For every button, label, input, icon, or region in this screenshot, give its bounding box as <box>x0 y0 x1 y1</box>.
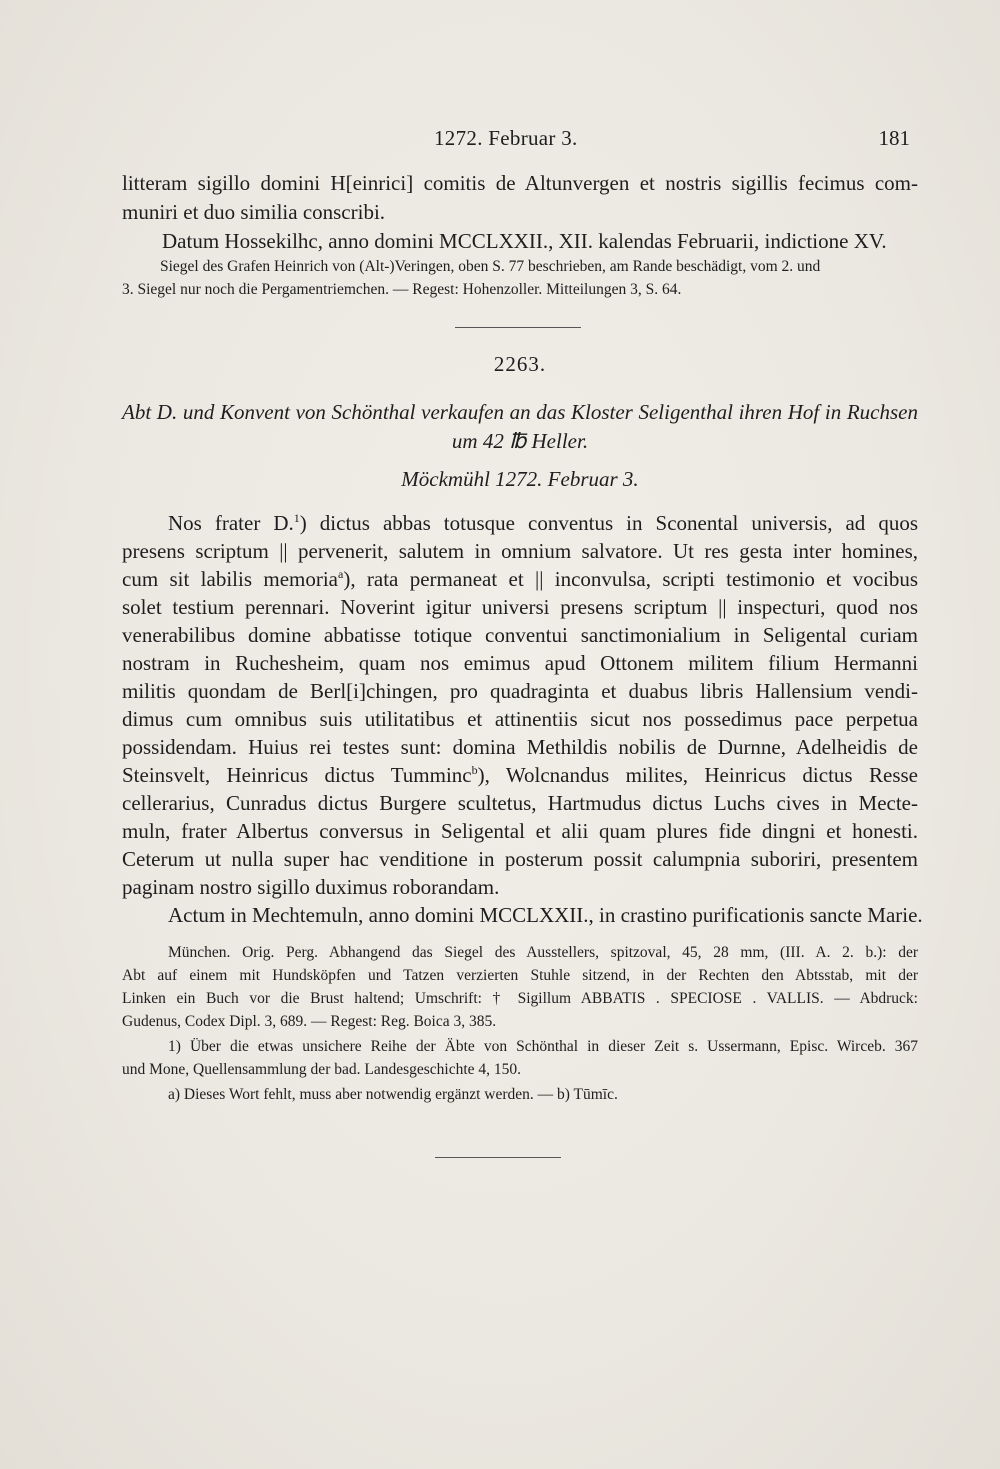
footnote-line: 1) Über die etwas unsichere Reihe der Äbte von Schönthal in dieser Zeit s. Ussermann, Episc. Wirceb. 367 <box>168 1038 918 1055</box>
charter-line: Steinsvelt, Heinricus dictus Tumminc$^b$), Wolcnandus milites, Heinricus dictus Resse <box>122 763 918 787</box>
archival-note-line: Abt auf einem mit Hundsköpfen und Tatzen verzierten Stuhle sitzend, in der Rechten den Abtsstab, mit der <box>122 967 918 984</box>
running-header <box>122 126 910 156</box>
archival-note-line: Gudenus, Codex Dipl. 3, 689. — Regest: Reg. Boica 3, 385. <box>122 1013 497 1030</box>
place-date: Möckmühl 1272. Februar 3. <box>401 467 639 491</box>
charter-line: muln, frater Albertus conversus in Seligental et alii quam plures fide dingni et honesti. <box>122 819 918 843</box>
text-line: muniri et duo similia conscribi. <box>122 200 386 224</box>
summary-line: Abt D. und Konvent von Schönthal verkaufen an das Kloster Seligenthal ihren Hof in Ruchsen <box>122 400 918 424</box>
archival-note-line: München. Orig. Perg. Abhangend das Siegel des Ausstellers, spitzoval, 45, 28 mm, (III. A. 2. b.): der <box>168 944 918 961</box>
charter-line: dimus cum omnibus suis utilitatibus et attinentiis sicut nos possedimus pace perpetua <box>122 707 918 731</box>
summary-line: um 42 ℔ Heller. <box>451 429 589 453</box>
end-divider <box>435 1157 561 1158</box>
textual-note: a) Dieses Wort fehlt, muss aber notwendig ergänzt werden. — b) Tūmīc. <box>168 1086 618 1103</box>
charter-line: solet testium perennari. Noverint igitur universi presens scriptum || inspecturi, quod nos <box>122 595 918 619</box>
header-title: 1272. Februar 3. <box>434 126 578 150</box>
charter-line: militis quondam de Berl[i]chingen, pro quadraginta et duabus libris Hallensium vendi- <box>122 679 918 703</box>
dating-line: Datum Hossekilhc, anno domini MCCLXXII., XII. kalendas Februarii, indictione XV. <box>162 229 887 253</box>
actum-line: Actum in Mechtemuln, anno domini MCCLXXII., in crastino purificationis sancte Marie. <box>168 903 923 927</box>
charter-line: cellerarius, Cunradus dictus Burgere scultetus, Hartmudus dictus Luchs cives in Mecte- <box>122 791 918 815</box>
seal-note-line: 3. Siegel nur noch die Pergamentriemchen. — Regest: Hohenzoller. Mitteilungen 3, S. 64. <box>122 281 682 298</box>
charter-line: cum sit labilis memoria$^a$), rata permaneat et || inconvulsa, scripti testimonio et vocibus <box>122 567 919 591</box>
charter-line: Ceterum ut nulla super hac venditione in posterum possit calumpnia suboriri, presentem <box>122 847 918 871</box>
charter-line: venerabilibus domine abbatisse totique conventui sanctimonialium in Seligental curiam <box>122 623 918 647</box>
document-number: 2263. <box>493 352 547 376</box>
text-line: litteram sigillo domini H[einrici] comitis de Altunvergen et nostris sigillis fecimus com- <box>122 171 918 195</box>
charter-line: paginam nostro sigillo duximus roborandam. <box>122 875 500 899</box>
charter-line: nostram in Ruchesheim, quam nos emimus apud Ottonem militem filium Hermanni <box>122 651 918 675</box>
section-divider <box>455 327 581 328</box>
charter-line: possidendam. Huius rei testes sunt: domina Methildis nobilis de Durnne, Adelheidis de <box>122 735 918 759</box>
seal-note-line: Siegel des Grafen Heinrich von (Alt-)Veringen, oben S. 77 beschrieben, am Rande beschädigt, vom 2. und <box>160 258 821 275</box>
footnote-line: und Mone, Quellensammlung der bad. Landesgeschichte 4, 150. <box>122 1061 522 1078</box>
charter-line: Nos frater D.$^1$) dictus abbas totusque conventus in Sconental universis, ad quos <box>168 511 918 535</box>
archival-note-line: Linken ein Buch vor die Brust haltend; Umschrift: † Sigillum ABBATIS . SPECIOSE . VALLIS. — Abdruck: <box>122 990 918 1007</box>
charter-line: presens scriptum || pervenerit, salutem in omnium salvatore. Ut res gesta inter homines, <box>122 539 918 563</box>
page-number: 181 <box>878 126 910 150</box>
